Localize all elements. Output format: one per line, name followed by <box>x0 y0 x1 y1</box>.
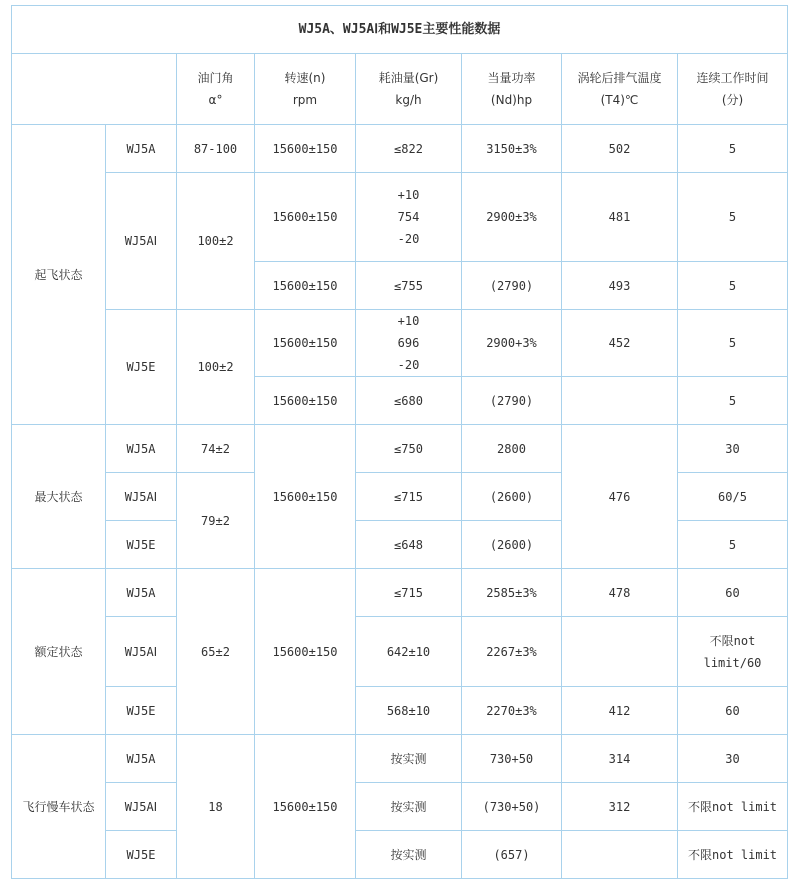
model-cell: WJ5A <box>106 569 177 617</box>
table-row <box>12 617 788 687</box>
time-cell: 30 <box>678 735 788 783</box>
header-row <box>12 54 788 125</box>
model-cell: WJ5A <box>106 735 177 783</box>
throttle-cell: 74±2 <box>177 425 255 473</box>
header-continuous-time: 连续工作时间 (分) <box>678 54 788 125</box>
time-latin-text: not limit <box>712 799 778 814</box>
fuel-cell: ≤755 <box>356 262 462 310</box>
fuel-cell: +10 696 -20 <box>356 310 462 377</box>
power-cell: 3150±3% <box>462 125 562 173</box>
time-cell <box>678 831 788 879</box>
speed-cell: 15600±150 <box>255 310 356 377</box>
model-cell: WJ5AⅠ <box>106 473 177 521</box>
fuel-cell: 568±10 <box>356 687 462 735</box>
state-max: 最大状态 <box>12 425 106 569</box>
power-cell: (730+50) <box>462 783 562 831</box>
temperature-cell: 502 <box>562 125 678 173</box>
time-cell <box>678 617 788 687</box>
fuel-cell: ≤822 <box>356 125 462 173</box>
temperature-cell <box>562 377 678 425</box>
model-cell: WJ5A <box>106 425 177 473</box>
temperature-cell <box>562 831 678 879</box>
power-cell: 2800 <box>462 425 562 473</box>
time-latin-text: not limit/60 <box>703 633 762 670</box>
header-rotation-speed: 转速(n) rpm <box>255 54 356 125</box>
fuel-cell: ≤648 <box>356 521 462 569</box>
header-equivalent-power: 当量功率 (Nd)hp <box>462 54 562 125</box>
time-cell: 5 <box>678 173 788 262</box>
time-cjk-text: 不限 <box>687 847 712 862</box>
time-cell: 5 <box>678 262 788 310</box>
temperature-cell: 452 <box>562 310 678 377</box>
temperature-cell: 481 <box>562 173 678 262</box>
header-throttle-angle: 油门角 α° <box>177 54 255 125</box>
state-rated: 额定状态 <box>12 569 106 735</box>
header-fuel-consumption: 耗油量(Gr) kg/h <box>356 54 462 125</box>
speed-cell: 15600±150 <box>255 569 356 735</box>
table-row <box>12 735 788 783</box>
time-cell: 5 <box>678 521 788 569</box>
temperature-cell: 478 <box>562 569 678 617</box>
temperature-cell: 314 <box>562 735 678 783</box>
temperature-cell: 312 <box>562 783 678 831</box>
model-cell: WJ5A <box>106 125 177 173</box>
fuel-cell: 按实测 <box>356 735 462 783</box>
fuel-cell: ≤715 <box>356 569 462 617</box>
power-cell: 2900+3% <box>462 310 562 377</box>
time-cjk-text: 不限 <box>709 633 734 648</box>
power-cell: (2600) <box>462 473 562 521</box>
table-row <box>12 125 788 173</box>
table-row <box>12 687 788 735</box>
power-cell: 2270±3% <box>462 687 562 735</box>
model-cell: WJ5E <box>106 521 177 569</box>
speed-cell: 15600±150 <box>255 262 356 310</box>
temperature-cell <box>562 617 678 687</box>
table-title: WJ5A、WJ5AⅠ和WJ5E主要性能数据 <box>12 6 788 54</box>
fuel-cell: 按实测 <box>356 831 462 879</box>
speed-cell: 15600±150 <box>255 735 356 879</box>
fuel-cell: ≤750 <box>356 425 462 473</box>
time-cell: 5 <box>678 310 788 377</box>
state-takeoff: 起飞状态 <box>12 125 106 425</box>
fuel-cell: +10 754 -20 <box>356 173 462 262</box>
table-row <box>12 310 788 377</box>
time-cell: 60 <box>678 687 788 735</box>
speed-cell: 15600±150 <box>255 377 356 425</box>
throttle-cell: 79±2 <box>177 473 255 569</box>
power-cell: 2585±3% <box>462 569 562 617</box>
temperature-cell: 412 <box>562 687 678 735</box>
table-row <box>12 831 788 879</box>
throttle-cell: 100±2 <box>177 310 255 425</box>
table-row <box>12 425 788 473</box>
table-row <box>12 173 788 262</box>
model-cell: WJ5E <box>106 310 177 425</box>
power-cell: 730+50 <box>462 735 562 783</box>
power-cell: 2900±3% <box>462 173 562 262</box>
time-cell: 5 <box>678 125 788 173</box>
performance-table <box>11 5 788 879</box>
header-blank <box>12 54 177 125</box>
model-cell: WJ5AⅠ <box>106 617 177 687</box>
power-cell: (2600) <box>462 521 562 569</box>
header-exhaust-temperature: 涡轮后排气温度 (T4)℃ <box>562 54 678 125</box>
fuel-cell: 按实测 <box>356 783 462 831</box>
throttle-cell: 18 <box>177 735 255 879</box>
time-cell: 5 <box>678 377 788 425</box>
fuel-cell: ≤680 <box>356 377 462 425</box>
time-cell: 60/5 <box>678 473 788 521</box>
model-cell: WJ5AⅠ <box>106 783 177 831</box>
model-cell: WJ5E <box>106 831 177 879</box>
speed-cell: 15600±150 <box>255 425 356 569</box>
model-cell: WJ5E <box>106 687 177 735</box>
time-latin-text: not limit <box>712 847 778 862</box>
fuel-cell: ≤715 <box>356 473 462 521</box>
table-row <box>12 783 788 831</box>
table-row <box>12 569 788 617</box>
title-row <box>12 6 788 54</box>
model-cell: WJ5AⅠ <box>106 173 177 310</box>
time-cell: 60 <box>678 569 788 617</box>
temperature-cell: 476 <box>562 425 678 569</box>
state-idle: 飞行慢车状态 <box>12 735 106 879</box>
power-cell: (2790) <box>462 262 562 310</box>
power-cell: (657) <box>462 831 562 879</box>
fuel-cell: 642±10 <box>356 617 462 687</box>
time-cell: 30 <box>678 425 788 473</box>
speed-cell: 15600±150 <box>255 173 356 262</box>
throttle-cell: 100±2 <box>177 173 255 310</box>
time-cell <box>678 783 788 831</box>
throttle-cell: 87-100 <box>177 125 255 173</box>
temperature-cell: 493 <box>562 262 678 310</box>
power-cell: (2790) <box>462 377 562 425</box>
throttle-cell: 65±2 <box>177 569 255 735</box>
speed-cell: 15600±150 <box>255 125 356 173</box>
time-cjk-text: 不限 <box>687 799 712 814</box>
power-cell: 2267±3% <box>462 617 562 687</box>
